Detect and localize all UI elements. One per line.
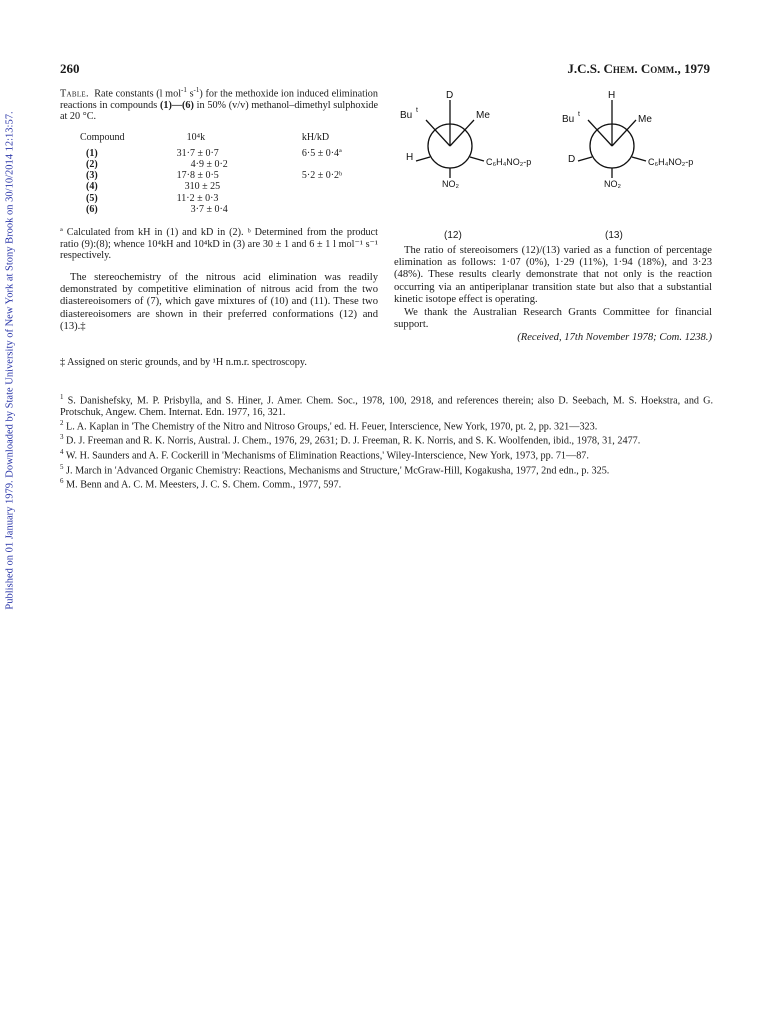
cell-compound: (1) — [86, 147, 98, 159]
caption-part-2: s — [189, 88, 194, 100]
body-left — [60, 272, 378, 333]
cell-rate: 17·8 ± 0·5 — [176, 170, 219, 182]
reference-number: 5 — [60, 462, 64, 471]
cell-ratio — [290, 159, 378, 170]
newman-13-upper-left: Bu — [562, 114, 575, 125]
table-caption: Table. Rate constants (l mol$^{-1}$ $s^{-1}$) for the methoxide ion induced elimination reactions in compounds (1)—(6) in 50% (v/v) methanol–dimethyl sulphoxide at 20 °C. — [60, 86, 379, 122]
page-number: 260 — [60, 61, 80, 76]
newman-12-bottom: NO₂ — [442, 179, 459, 189]
side-download-note — [3, 0, 17, 720]
reference-item — [60, 476, 713, 491]
reference-number: 4 — [60, 447, 64, 456]
body-right-paragraph-1: The ratio of stereoisomers (12)/(13) varied as a function of percentage elimination as follows: 1·07 (0%), 1·29 (11%), 1·94 (18%), and 3·23 (48%). These results clearly demonstrate that not only is the reaction occurring via an antiperiplanar transition state but also that a substantial kinetic isotope effect is operating. — [394, 245, 712, 305]
body-right-paragraph-2: We thank the Australian Research Grants Committee for financial support. — [394, 307, 712, 331]
cell-compound: (6) — [86, 204, 98, 216]
reference-number: 1 — [60, 393, 64, 401]
newman-projections — [394, 86, 714, 236]
caption-part-1: Rate constants (l mol — [94, 88, 182, 100]
dagger-footnote-text: ‡ Assigned on steric grounds, and by ¹H n.m.r. spectroscopy. — [60, 357, 307, 368]
caption-part-3: ) for the methoxide ion induced elimination reactions in compounds — [60, 88, 378, 111]
body-left-paragraph: The stereochemistry of the nitrous acid elimination was readily demonstrated by competitive elimination of nitrous acid from the two diastereoisomers of (7), which gave mixtures of (10) and (11). These two diastereoisomers are shown in their preferred conformations (12) and (13).‡ — [60, 272, 378, 332]
col-header-compound: Compound — [80, 132, 125, 144]
reference-item — [60, 418, 713, 433]
cell-compound: (2) — [86, 158, 98, 170]
table-footnote: ª Calculated from kH in (1) and kD in (2). ᵇ Determined from the product ratio (9):(8); whence 10⁴kH and 10⁴kD in (3) are 30 ± 1 and 6 ± 1 l mol⁻¹ s⁻¹ respectively. — [60, 227, 378, 261]
caption-range: (1)—(6) — [159, 99, 194, 111]
newman-13-top: H — [608, 90, 616, 101]
reference-text: D. J. Freeman and R. K. Norris, Austral. J. Chem., 1976, 29, 2631; D. J. Freeman, R. K. Norris, and S. K. Woolfenden, ibid., 1978, 31, 2477. — [66, 435, 641, 447]
table-caption-label: Table. — [60, 88, 89, 100]
reference-item — [60, 432, 713, 447]
cell-ratio — [290, 181, 378, 192]
reference-number: 2 — [60, 418, 64, 427]
side-download-text: Published on 01 January 1979. Downloaded by State University of New York at Stony Brook on 30/10/2014 12:13:57. — [4, 110, 16, 610]
cell-compound: (3) — [86, 170, 98, 182]
cell-rate: 310 ± 25 — [184, 181, 221, 193]
reference-text: J. March in 'Advanced Organic Chemistry: Reactions, Mechanisms and Structure,' McGraw-Hill, Kogakusha, 1977, 2nd edn., p. 325. — [66, 464, 610, 476]
cell-ratio — [290, 193, 378, 204]
newman-12-top: D — [446, 90, 454, 101]
reference-item — [60, 462, 713, 477]
table-row — [80, 148, 378, 159]
cell-ratio: 6·5 ± 0·4ª — [301, 147, 342, 159]
newman-12-upper-left-sup: t — [416, 107, 418, 114]
caption-part-4: in 50% (v/v) methanol–dimethyl sulphoxide at 20 °C. — [60, 99, 379, 122]
cell-ratio — [290, 204, 378, 215]
journal-year: , 1979 — [677, 61, 710, 76]
newman-13-left: D — [568, 154, 576, 165]
table-row — [80, 159, 378, 170]
newman-12 — [400, 90, 531, 189]
reference-number: 6 — [60, 477, 64, 486]
newman-13 — [562, 90, 693, 189]
table-row — [80, 181, 378, 192]
table-header-row — [80, 132, 378, 143]
newman-12-upper-left: Bu — [400, 110, 413, 121]
table-block — [60, 85, 378, 261]
cell-ratio: 5·2 ± 0·2ᵇ — [301, 170, 343, 182]
cell-compound: (4) — [86, 181, 98, 193]
reference-text: S. Danishefsky, M. P. Prisbylla, and S. Hiner, J. Amer. Chem. Soc., 1978, 100, 2918, and references therein; also D. Seebach, M. S. Hoekstra, and G. Protschuk, Angew. Chem. Internat. Edn. 1977, 16, 321. — [60, 395, 714, 418]
table-row — [80, 193, 378, 204]
cell-rate: 3·7 ± 0·4 — [190, 204, 228, 216]
reference-text: W. H. Saunders and A. F. Cockerill in 'Mechanisms of Elimination Reactions,' Wiley-Interscience, New York, 1973, pp. 71—87. — [65, 450, 589, 462]
newman-13-right: C₆H₄NO₂-p — [648, 157, 694, 167]
newman-13-upper-left-sup: t — [578, 111, 580, 118]
figure-label-13: (13) — [605, 230, 623, 241]
reference-text: L. A. Kaplan in 'The Chemistry of the Nitro and Nitroso Groups,' ed. H. Feuer, Interscience, New York, 1970, pt. 2, pp. 321—323. — [66, 421, 598, 433]
cell-compound: (5) — [86, 192, 98, 204]
reference-text: M. Benn and A. C. M. Meesters, J. C. S. Chem. Comm., 1977, 597. — [66, 479, 342, 491]
newman-12-left: H — [406, 152, 414, 163]
newman-12-upper-right: Me — [476, 110, 490, 121]
col-header-rate: 10⁴k — [186, 132, 206, 144]
journal-name: Chem. Comm. — [603, 61, 678, 76]
table-row — [80, 204, 378, 215]
figure-label-12: (12) — [444, 230, 462, 241]
newman-13-upper-right: Me — [638, 114, 652, 125]
references — [60, 392, 713, 491]
reference-number: 3 — [60, 433, 64, 442]
cell-rate: 31·7 ± 0·7 — [176, 147, 219, 159]
col-header-ratio: kH/kD — [301, 132, 330, 144]
rate-table — [80, 132, 378, 215]
journal-prefix: J.C.S. — [567, 61, 604, 76]
body-right — [394, 245, 712, 345]
cell-rate: 4·9 ± 0·2 — [190, 158, 228, 170]
table-row — [80, 170, 378, 181]
journal-header — [567, 61, 710, 77]
dagger-footnote — [60, 357, 713, 369]
newman-13-bottom: NO₂ — [604, 179, 621, 189]
reference-item — [60, 392, 713, 418]
reference-item — [60, 447, 713, 462]
cell-rate: 11·2 ± 0·3 — [176, 192, 219, 204]
newman-12-right: C₆H₄NO₂-p — [486, 157, 532, 167]
received-line: (Received, 17th November 1978; Com. 1238.) — [517, 332, 712, 344]
